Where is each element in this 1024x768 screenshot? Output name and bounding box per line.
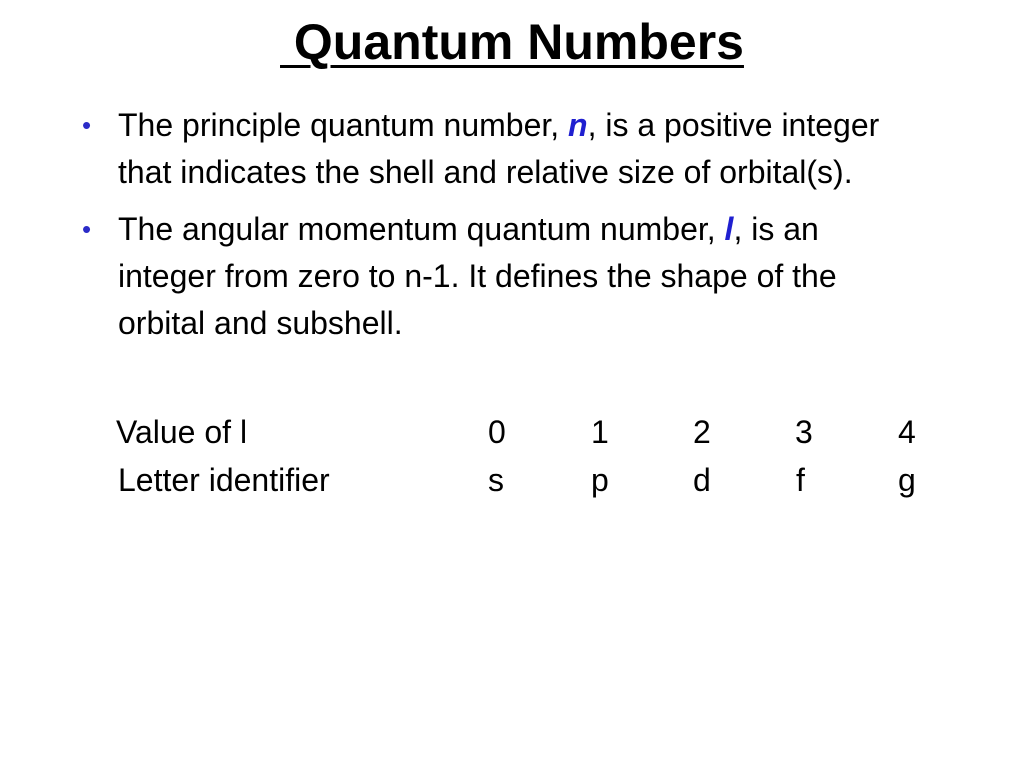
variable-l: l [724, 211, 734, 247]
bullet-text-after: , is an integer from zero to n-1. It defines the shape of the orbital and subshell. [118, 211, 837, 341]
slide-title [0, 12, 1024, 72]
variable-n: n [568, 107, 588, 143]
bullet-angular-momentum-quantum-number [0, 206, 1024, 347]
table-cell: s [488, 462, 504, 498]
table-cell: f [796, 462, 805, 498]
table-row-value-of-l [0, 408, 1024, 456]
letter-identifier-table [0, 408, 1024, 504]
table-cell: 3 [795, 414, 813, 450]
table-cell: 1 [591, 414, 609, 450]
table-cell: 4 [898, 414, 916, 450]
bullet-text-after: , is a positive integer that indicates the shell and relative size of orbital(s). [118, 107, 880, 190]
table-cell: p [591, 462, 609, 498]
bullet-principal-quantum-number [0, 102, 1024, 196]
bullet-icon: • [82, 214, 92, 244]
bullet-icon: • [82, 110, 92, 140]
table-cell: 0 [488, 414, 506, 450]
row-label-letter-identifier: Letter identifier [118, 462, 330, 498]
table-cell: g [898, 462, 916, 498]
table-cell: d [693, 462, 711, 498]
bullet-text-before: The angular momentum quantum number, [118, 211, 725, 247]
bullet-list [0, 102, 1024, 357]
table-cell: 2 [693, 414, 711, 450]
bullet-text-before: The principle quantum number, [118, 107, 569, 143]
table-row-letter-identifier [0, 456, 1024, 504]
row-label-value-of-l: Value of l [116, 414, 248, 450]
slide-title-text: Quantum Numbers [280, 14, 744, 70]
